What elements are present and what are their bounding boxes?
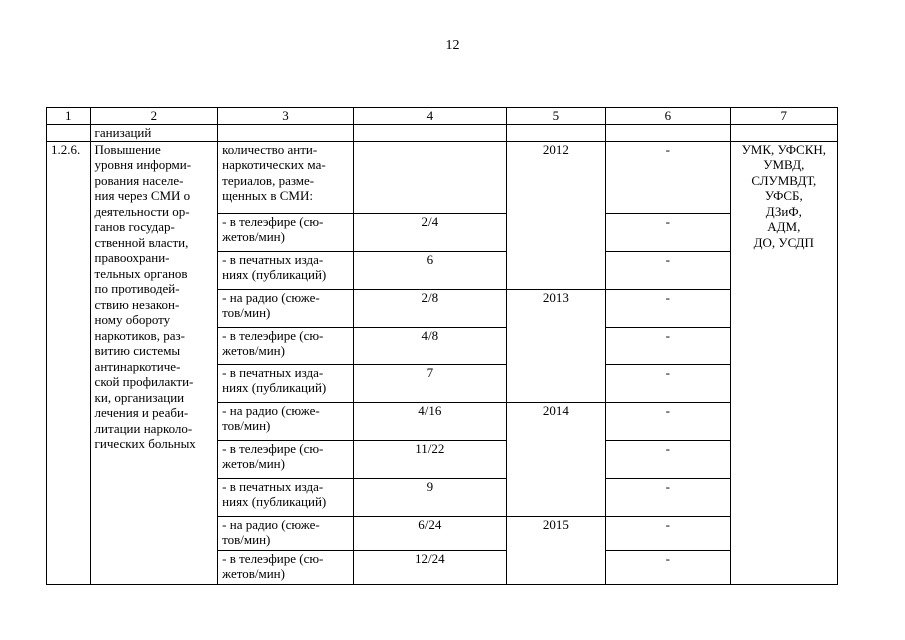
cell-text-line: витию системы [94,343,181,358]
cell-text-line: жетов/мин) [222,229,285,244]
cell-text-line: рования населе- [94,172,184,188]
cell-text-line: - в телеэфире (сю- [222,440,324,456]
column-number: 5 [506,108,605,125]
value-cell: 4/16 [353,402,506,440]
cell-text-line: ниях (публикаций) [222,267,327,282]
cell-text-line: - в печатных изда- [222,364,324,380]
cell-text-line: антинаркотиче- [94,358,181,374]
value-cell [353,141,506,213]
cell-text-line: ской профилакти- [94,374,194,389]
column-number: 2 [90,108,218,125]
cell-text-line: гических больных [94,436,196,451]
cell-text-line: ния через СМИ о [94,188,191,203]
year-cell: 2012 [506,141,605,289]
cell-text-line: тельных органов [94,265,188,281]
year-cell: 2014 [506,402,605,516]
cell-text-line: жетов/мин) [222,456,285,471]
cell-text-line: тов/мин) [222,418,271,433]
cell-text-line: ДО, УСДП [753,234,814,250]
indicator-cell [218,289,354,327]
status-cell: - [606,289,731,327]
status-cell: - [606,364,731,402]
cell-text-line: наркотиков, раз- [94,327,185,343]
cell-text-line: лечения и реаби- [94,405,189,420]
indicator-cell [218,327,354,364]
status-cell: - [606,550,731,584]
indicator-cell [218,402,354,440]
cell-text-line: уровня информи- [94,157,192,172]
cell-text-line: ному обороту [94,312,171,327]
table-cell [353,124,506,141]
item-number: 1.2.6. [47,141,91,584]
column-number: 6 [606,108,731,125]
column-number: 7 [730,108,837,125]
cell-text-line: количество анти- [222,141,318,157]
indicator-cell [218,213,354,251]
indicator-cell [218,364,354,402]
status-cell: - [606,440,731,478]
column-number: 3 [218,108,354,125]
column-number: 1 [47,108,91,125]
continuation-text: ганизаций [90,124,218,141]
indicator-cell [218,550,354,584]
cell-text-line: - на радио (сюже- [222,289,320,305]
table-cell [606,124,731,141]
column-number: 4 [353,108,506,125]
responsible-cell [730,141,837,584]
indicator-cell [218,516,354,550]
cell-text-line: УМК, УФСКН, [741,141,827,157]
cell-text-line: наркотических ма- [222,157,326,172]
value-cell: 12/24 [353,550,506,584]
cell-text-line: деятельности ор- [94,203,190,219]
cell-text-line: УФСБ, [764,188,803,203]
value-cell: 2/4 [353,213,506,251]
status-cell: - [606,251,731,289]
table-cell [218,124,354,141]
status-cell: - [606,478,731,516]
year-cell: 2013 [506,289,605,402]
cell-text-line: СЛУМВДТ, [751,172,817,188]
status-cell: - [606,516,731,550]
cell-text-line: териалов, разме- [222,172,315,188]
cell-text-line: правоохрани- [94,250,170,265]
cell-text-line: жетов/мин) [222,566,285,581]
cell-text-line: УМВД, [763,157,805,172]
column-number-row [47,108,838,125]
cell-text-line: АДМ, [767,219,801,234]
table-cell [506,124,605,141]
cell-text-line: ганов государ- [94,219,175,234]
indicator-cell [218,251,354,289]
cell-text-line: щенных в СМИ: [222,188,313,203]
indicator-cell [218,141,354,213]
cell-text-line: - в печатных изда- [222,251,324,267]
cell-text-line: ки, организации [94,389,185,405]
cell-text-line: - в телеэфире (сю- [222,327,324,343]
cell-text-line: - в телеэфире (сю- [222,213,324,229]
table-cell [730,124,837,141]
value-cell: 9 [353,478,506,516]
table-cell [47,124,91,141]
year-cell: 2015 [506,516,605,584]
value-cell: 2/8 [353,289,506,327]
indicator-cell [218,440,354,478]
value-cell: 7 [353,364,506,402]
cell-text-line: - на радио (сюже- [222,402,320,418]
value-cell: 6/24 [353,516,506,550]
value-cell: 11/22 [353,440,506,478]
cell-text-line: - в печатных изда- [222,478,324,494]
cell-text-line: ниях (публикаций) [222,380,327,395]
indicator-cell [218,478,354,516]
cell-text-line: жетов/мин) [222,343,285,358]
cell-text-line: Повышение [94,141,161,157]
page-number: 12 [445,38,460,53]
continuation-row [47,124,838,141]
cell-text-line: тов/мин) [222,305,271,320]
value-cell: 4/8 [353,327,506,364]
cell-text-line: ДЗиФ, [765,203,802,219]
status-cell: - [606,327,731,364]
item-description [90,141,218,584]
measures-table [46,107,838,585]
value-cell: 6 [353,251,506,289]
cell-text-line: ниях (публикаций) [222,494,327,509]
table-row [47,141,838,213]
cell-text-line: ствию незакон- [94,296,180,312]
cell-text-line: - на радио (сюже- [222,516,320,532]
cell-text-line: по противодей- [94,281,180,296]
cell-text-line: литации нарколо- [94,420,193,436]
status-cell: - [606,141,731,213]
status-cell: - [606,213,731,251]
cell-text-line: ственной власти, [94,234,189,250]
status-cell: - [606,402,731,440]
cell-text-line: - в телеэфире (сю- [222,550,324,566]
cell-text-line: тов/мин) [222,532,271,547]
